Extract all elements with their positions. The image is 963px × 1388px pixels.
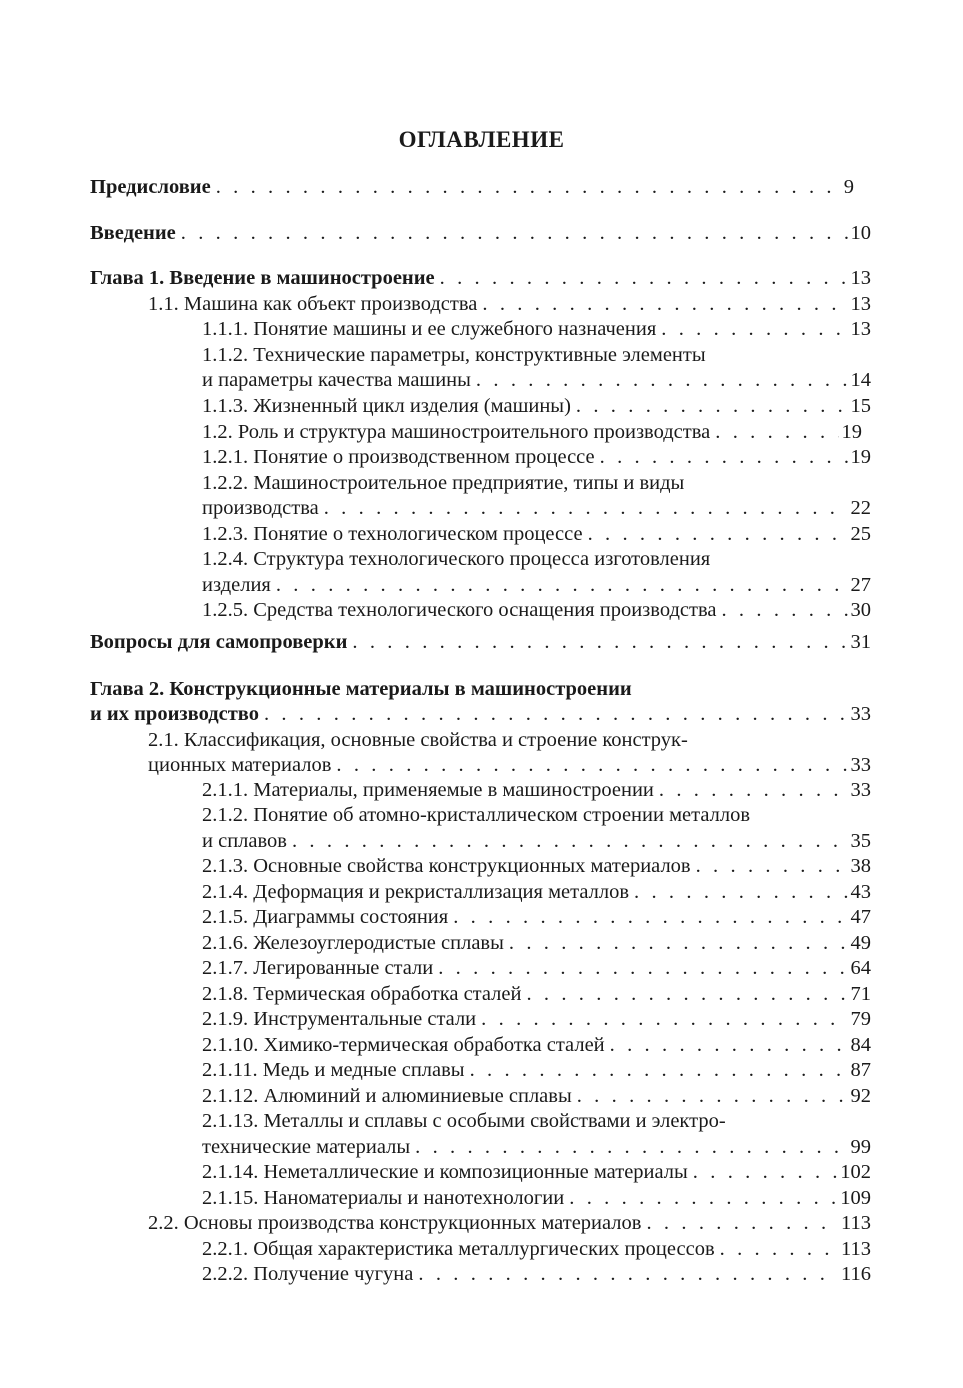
toc-entry-title: 2.2.1. Общая характеристика металлургических процессов (202, 1238, 715, 1260)
toc-leader (181, 221, 848, 246)
toc-entry-title: 2.1.9. Инструментальные стали (202, 1008, 477, 1030)
toc-entry-section-2-1-8[interactable] (202, 982, 871, 1007)
toc-entry-title: 1.2.5. Средства технологического оснащения производства (202, 599, 717, 621)
toc-entry-title: технические материалы (202, 1136, 411, 1158)
toc-entry-page: 30 (850, 599, 871, 621)
toc-leader (715, 420, 838, 445)
toc-entry-page: 13 (850, 293, 871, 315)
toc-entry-section-2-1-3[interactable] (202, 854, 871, 879)
toc-entry-title: и их производство (90, 703, 259, 725)
toc-leader (646, 1211, 838, 1236)
toc-entry-section-2-1-2-cont[interactable] (202, 829, 871, 854)
toc-entry-section-2-1-12[interactable] (202, 1084, 871, 1109)
toc-entry-page: 33 (850, 754, 871, 776)
toc-entry-section-1-2-1[interactable] (202, 445, 871, 470)
toc-entry-title: 2.1.1. Материалы, применяемые в машиностроении (202, 779, 654, 801)
toc-entry-title: 1.1.2. Технические параметры, конструктивные элементы (202, 344, 706, 366)
toc-entry-page: 47 (850, 906, 871, 928)
toc-entry-section-2-1-2[interactable] (202, 803, 871, 828)
toc-entry-section-2-2[interactable] (148, 1211, 871, 1236)
toc-entry-title: 2.1.13. Металлы и сплавы с особыми свойствами и электро- (202, 1110, 726, 1132)
toc-entry-title: 1.1.1. Понятие машины и ее служебного назначения (202, 318, 657, 340)
toc-entry-title: 2.1.6. Железоуглеродистые сплавы (202, 932, 504, 954)
toc-entry-section-2-1-13[interactable] (202, 1109, 871, 1134)
toc-entry-chapter-1[interactable] (90, 266, 871, 291)
toc-leader (526, 982, 847, 1007)
toc-leader (600, 445, 848, 470)
toc-entry-page: 87 (850, 1059, 871, 1081)
toc-entry-section-1-2-2-cont[interactable] (202, 496, 871, 521)
toc-entry-section-2-1-4[interactable] (202, 880, 871, 905)
toc-entry-title: 1.2.2. Машиностроительное предприятие, типы и виды (202, 472, 685, 494)
toc-entry-page: 92 (850, 1085, 871, 1107)
toc-entry-title: Глава 1. Введение в машиностроение (90, 267, 435, 289)
toc-leader (481, 1007, 847, 1032)
toc-entry-title: 1.1. Машина как объект производства (148, 293, 478, 315)
toc-entry-section-1-2-5[interactable] (202, 598, 871, 623)
toc-leader (576, 394, 848, 419)
toc-entry-page: 109 (840, 1187, 871, 1209)
toc-leader (693, 1160, 837, 1185)
toc-entry-page: 38 (850, 855, 871, 877)
toc-entry-section-2-1-9[interactable] (202, 1007, 871, 1032)
toc-entry-section-2-1-15[interactable] (202, 1186, 871, 1211)
toc-entry-page: 43 (850, 881, 871, 903)
toc-entry-introduction[interactable] (90, 221, 871, 246)
toc-entry-title: 2.1.2. Понятие об атомно-кристаллическом строении металлов (202, 804, 751, 826)
toc-entry-self-check-questions[interactable] (90, 630, 871, 655)
toc-entry-section-2-1[interactable] (148, 728, 871, 753)
toc-entry-page: 33 (850, 703, 871, 725)
toc-leader (610, 1033, 848, 1058)
toc-entry-section-1-1-2-cont[interactable] (202, 368, 871, 393)
toc-entry-page: 99 (850, 1136, 871, 1158)
toc-entry-title: 2.1.8. Термическая обработка сталей (202, 983, 522, 1005)
toc-entry-page: 19 (841, 421, 862, 443)
toc-leader (720, 1237, 838, 1262)
toc-entry-title: 2.1. Классификация, основные свойства и строение конструк- (148, 729, 688, 751)
toc-entry-title: и сплавов (202, 830, 287, 852)
toc-entry-page: 19 (850, 446, 871, 468)
toc-entry-title: 1.2.3. Понятие о технологическом процессе (202, 523, 583, 545)
toc-entry-page: 113 (841, 1238, 871, 1260)
toc-entry-title: 2.1.3. Основные свойства конструкционных материалов (202, 855, 691, 877)
toc-entry-section-2-2-1[interactable] (202, 1237, 871, 1262)
toc-entry-section-1-2[interactable] (202, 420, 862, 445)
toc-entry-title: 2.1.14. Неметаллические и композиционные материалы (202, 1161, 688, 1183)
toc-leader (661, 317, 847, 342)
toc-entry-title: 1.1.3. Жизненный цикл изделия (машины) (202, 395, 571, 417)
toc-entry-page: 25 (850, 523, 871, 545)
toc-entry-title: Вопросы для самопроверки (90, 631, 348, 653)
toc-entry-page: 13 (850, 267, 871, 289)
toc-entry-page: 22 (850, 497, 871, 519)
toc-leader (418, 1262, 838, 1287)
toc-entry-section-2-1-11[interactable] (202, 1058, 871, 1083)
toc-entry-title: изделия (202, 574, 271, 596)
toc-entry-title: 2.2. Основы производства конструкционных материалов (148, 1212, 642, 1234)
toc-entry-title: 1.2.4. Структура технологического процесса изготовления (202, 548, 711, 570)
toc-entry-title: 2.1.4. Деформация и рекристаллизация металлов (202, 881, 630, 903)
toc-leader (634, 880, 847, 905)
toc-entry-title: производства (202, 497, 319, 519)
toc-leader (324, 496, 848, 521)
toc-leader (721, 598, 847, 623)
toc-entry-page: 35 (850, 830, 871, 852)
toc-entry-title: Предисловие (90, 176, 211, 198)
toc-entry-page: 64 (850, 957, 871, 979)
toc-entry-page: 102 (840, 1161, 871, 1183)
toc-entry-section-1-1[interactable] (148, 292, 871, 317)
toc-entry-page: 9 (843, 176, 854, 198)
toc-entry-page: 13 (850, 318, 871, 340)
toc-entry-page: 49 (850, 932, 871, 954)
toc-entry-chapter-2[interactable] (90, 677, 871, 702)
toc-leader (453, 905, 847, 930)
toc-entry-section-2-1-13-cont[interactable] (202, 1135, 871, 1160)
toc-leader (415, 1135, 847, 1160)
toc-entry-title: Глава 2. Конструкционные материалы в машиностроении (90, 678, 632, 700)
toc-entry-section-1-2-4-cont[interactable] (202, 573, 871, 598)
toc-entry-section-2-1-10[interactable] (202, 1033, 871, 1058)
toc-entry-page: 113 (841, 1212, 871, 1234)
toc-leader (509, 931, 848, 956)
page-title: ОГЛАВЛЕНИЕ (398, 127, 565, 152)
toc-entry-section-1-1-3[interactable] (202, 394, 871, 419)
toc-entry-page: 116 (841, 1263, 871, 1285)
toc-entry-title: 2.1.5. Диаграммы состояния (202, 906, 449, 928)
toc-entry-page: 14 (850, 369, 871, 391)
toc-entry-title: ционных материалов (148, 754, 332, 776)
toc-entry-page: 10 (850, 222, 871, 244)
toc-entry-page: 33 (850, 779, 871, 801)
toc-entry-page: 71 (850, 983, 871, 1005)
toc-entry-section-1-2-3[interactable] (202, 522, 871, 547)
toc-entry-section-2-1-cont[interactable] (148, 753, 871, 778)
toc-leader (476, 368, 848, 393)
toc-entry-section-1-1-1[interactable] (202, 317, 871, 342)
toc-leader (438, 956, 847, 981)
toc-entry-section-1-1-2[interactable] (202, 343, 871, 368)
toc-entry-section-2-2-2[interactable] (202, 1262, 871, 1287)
toc-entry-section-2-1-1[interactable] (202, 778, 871, 803)
toc-entry-page: 79 (850, 1008, 871, 1030)
toc-leader (264, 702, 848, 727)
toc-entry-title: 1.2.1. Понятие о производственном процессе (202, 446, 595, 468)
toc-leader (276, 573, 848, 598)
toc-leader (577, 1084, 848, 1109)
toc-leader (352, 630, 847, 655)
toc-leader (292, 829, 848, 854)
toc-entry-title: 2.1.11. Медь и медные сплавы (202, 1059, 465, 1081)
toc-leader (440, 266, 848, 291)
toc-entry-section-1-2-2[interactable] (202, 471, 871, 496)
toc-entry-section-2-1-7[interactable] (202, 956, 871, 981)
toc-entry-title: и параметры качества машины (202, 369, 471, 391)
toc-leader (588, 522, 848, 547)
toc-entry-preface[interactable] (90, 175, 871, 200)
toc-leader (569, 1186, 837, 1211)
toc-entry-chapter-2-cont[interactable] (90, 702, 871, 727)
toc-leader (659, 778, 848, 803)
toc-leader (216, 175, 841, 200)
toc-entry-page: 27 (850, 574, 871, 596)
toc-entry-section-2-1-6[interactable] (202, 931, 871, 956)
toc-entry-section-2-1-14[interactable] (202, 1160, 871, 1185)
toc-entry-title: 2.2.2. Получение чугуна (202, 1263, 414, 1285)
toc-entry-title: 2.1.10. Химико-термическая обработка сталей (202, 1034, 605, 1056)
toc-leader (482, 292, 847, 317)
toc-entry-title: Введение (90, 222, 176, 244)
toc-leader (336, 753, 847, 778)
toc-entry-section-2-1-5[interactable] (202, 905, 871, 930)
toc-entry-title: 2.1.7. Легированные стали (202, 957, 434, 979)
toc-entry-page: 15 (850, 395, 871, 417)
toc-leader (696, 854, 848, 879)
toc-entry-page: 31 (850, 631, 871, 653)
toc-entry-section-1-2-4[interactable] (202, 547, 871, 572)
toc-leader (470, 1058, 848, 1083)
toc-entry-page: 84 (850, 1034, 871, 1056)
toc-entry-title: 1.2. Роль и структура машиностроительного производства (202, 421, 711, 443)
toc-entry-title: 2.1.15. Наноматериалы и нанотехнологии (202, 1187, 565, 1209)
toc-entry-title: 2.1.12. Алюминий и алюминиевые сплавы (202, 1085, 572, 1107)
